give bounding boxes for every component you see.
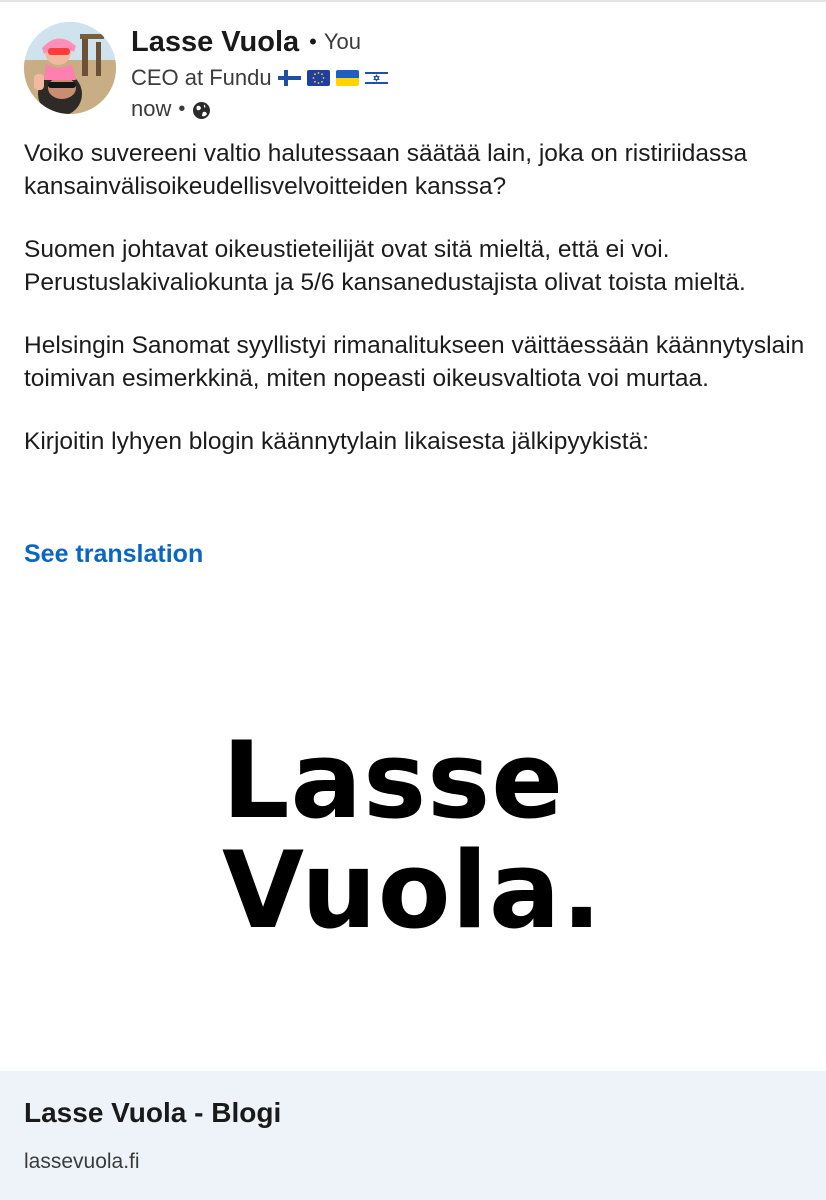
eu-flag-icon xyxy=(307,70,330,86)
logo-line-1: Lasse xyxy=(222,719,565,842)
post-paragraph: Suomen johtavat oikeustieteilijät ovat sitä mieltä, että ei voi. Perustuslakivaliokunta ja 5/6 kansanedustajista olivat toista mieltä. xyxy=(24,236,746,296)
logo-line-2: Vuola. xyxy=(222,829,603,952)
link-preview-card[interactable] xyxy=(0,588,826,1200)
see-translation-link[interactable]: See translation xyxy=(24,540,204,568)
separator-dot: • xyxy=(178,97,186,120)
link-preview-title[interactable]: Lasse Vuola - Blogi xyxy=(24,1097,282,1128)
relation-label: You xyxy=(323,29,361,54)
post-text xyxy=(24,138,809,459)
author-info xyxy=(131,22,388,124)
blog-logo xyxy=(222,719,603,952)
link-preview-domain: lassevuola.fi xyxy=(24,1150,140,1173)
author-headline-row xyxy=(131,62,388,94)
author-name-row xyxy=(131,22,388,62)
globe-icon xyxy=(192,100,211,119)
post-time: now xyxy=(131,96,172,121)
post-header xyxy=(24,22,804,122)
ukraine-flag-icon xyxy=(336,70,359,86)
post-paragraph: Kirjoitin lyhyen blogin käännytylain likaisesta jälkipyykistä: xyxy=(24,428,650,455)
israel-flag-icon xyxy=(365,70,388,86)
post-paragraph: Voiko suvereeni valtio halutessaan säätää lain, joka on ristiriidassa kansainvälisoikeudellisvelvoitteiden kanssa? xyxy=(24,140,748,200)
post-paragraph: Helsingin Sanomat syyllistyi rimanalitukseen väittäessään käännytyslain toimivan esimerkkinä, miten nopeasti oikeusvaltiota voi murtaa. xyxy=(24,332,805,392)
post-meta-row xyxy=(131,94,388,124)
author-name[interactable]: Lasse Vuola xyxy=(131,25,300,58)
author-headline: CEO at Fundu xyxy=(131,65,272,90)
author-avatar[interactable] xyxy=(24,22,116,114)
separator-dot: • xyxy=(309,29,317,54)
link-preview-footer[interactable] xyxy=(0,1071,826,1200)
link-preview-image[interactable] xyxy=(0,588,826,1071)
top-divider xyxy=(0,0,826,2)
finland-flag-icon xyxy=(278,70,301,86)
